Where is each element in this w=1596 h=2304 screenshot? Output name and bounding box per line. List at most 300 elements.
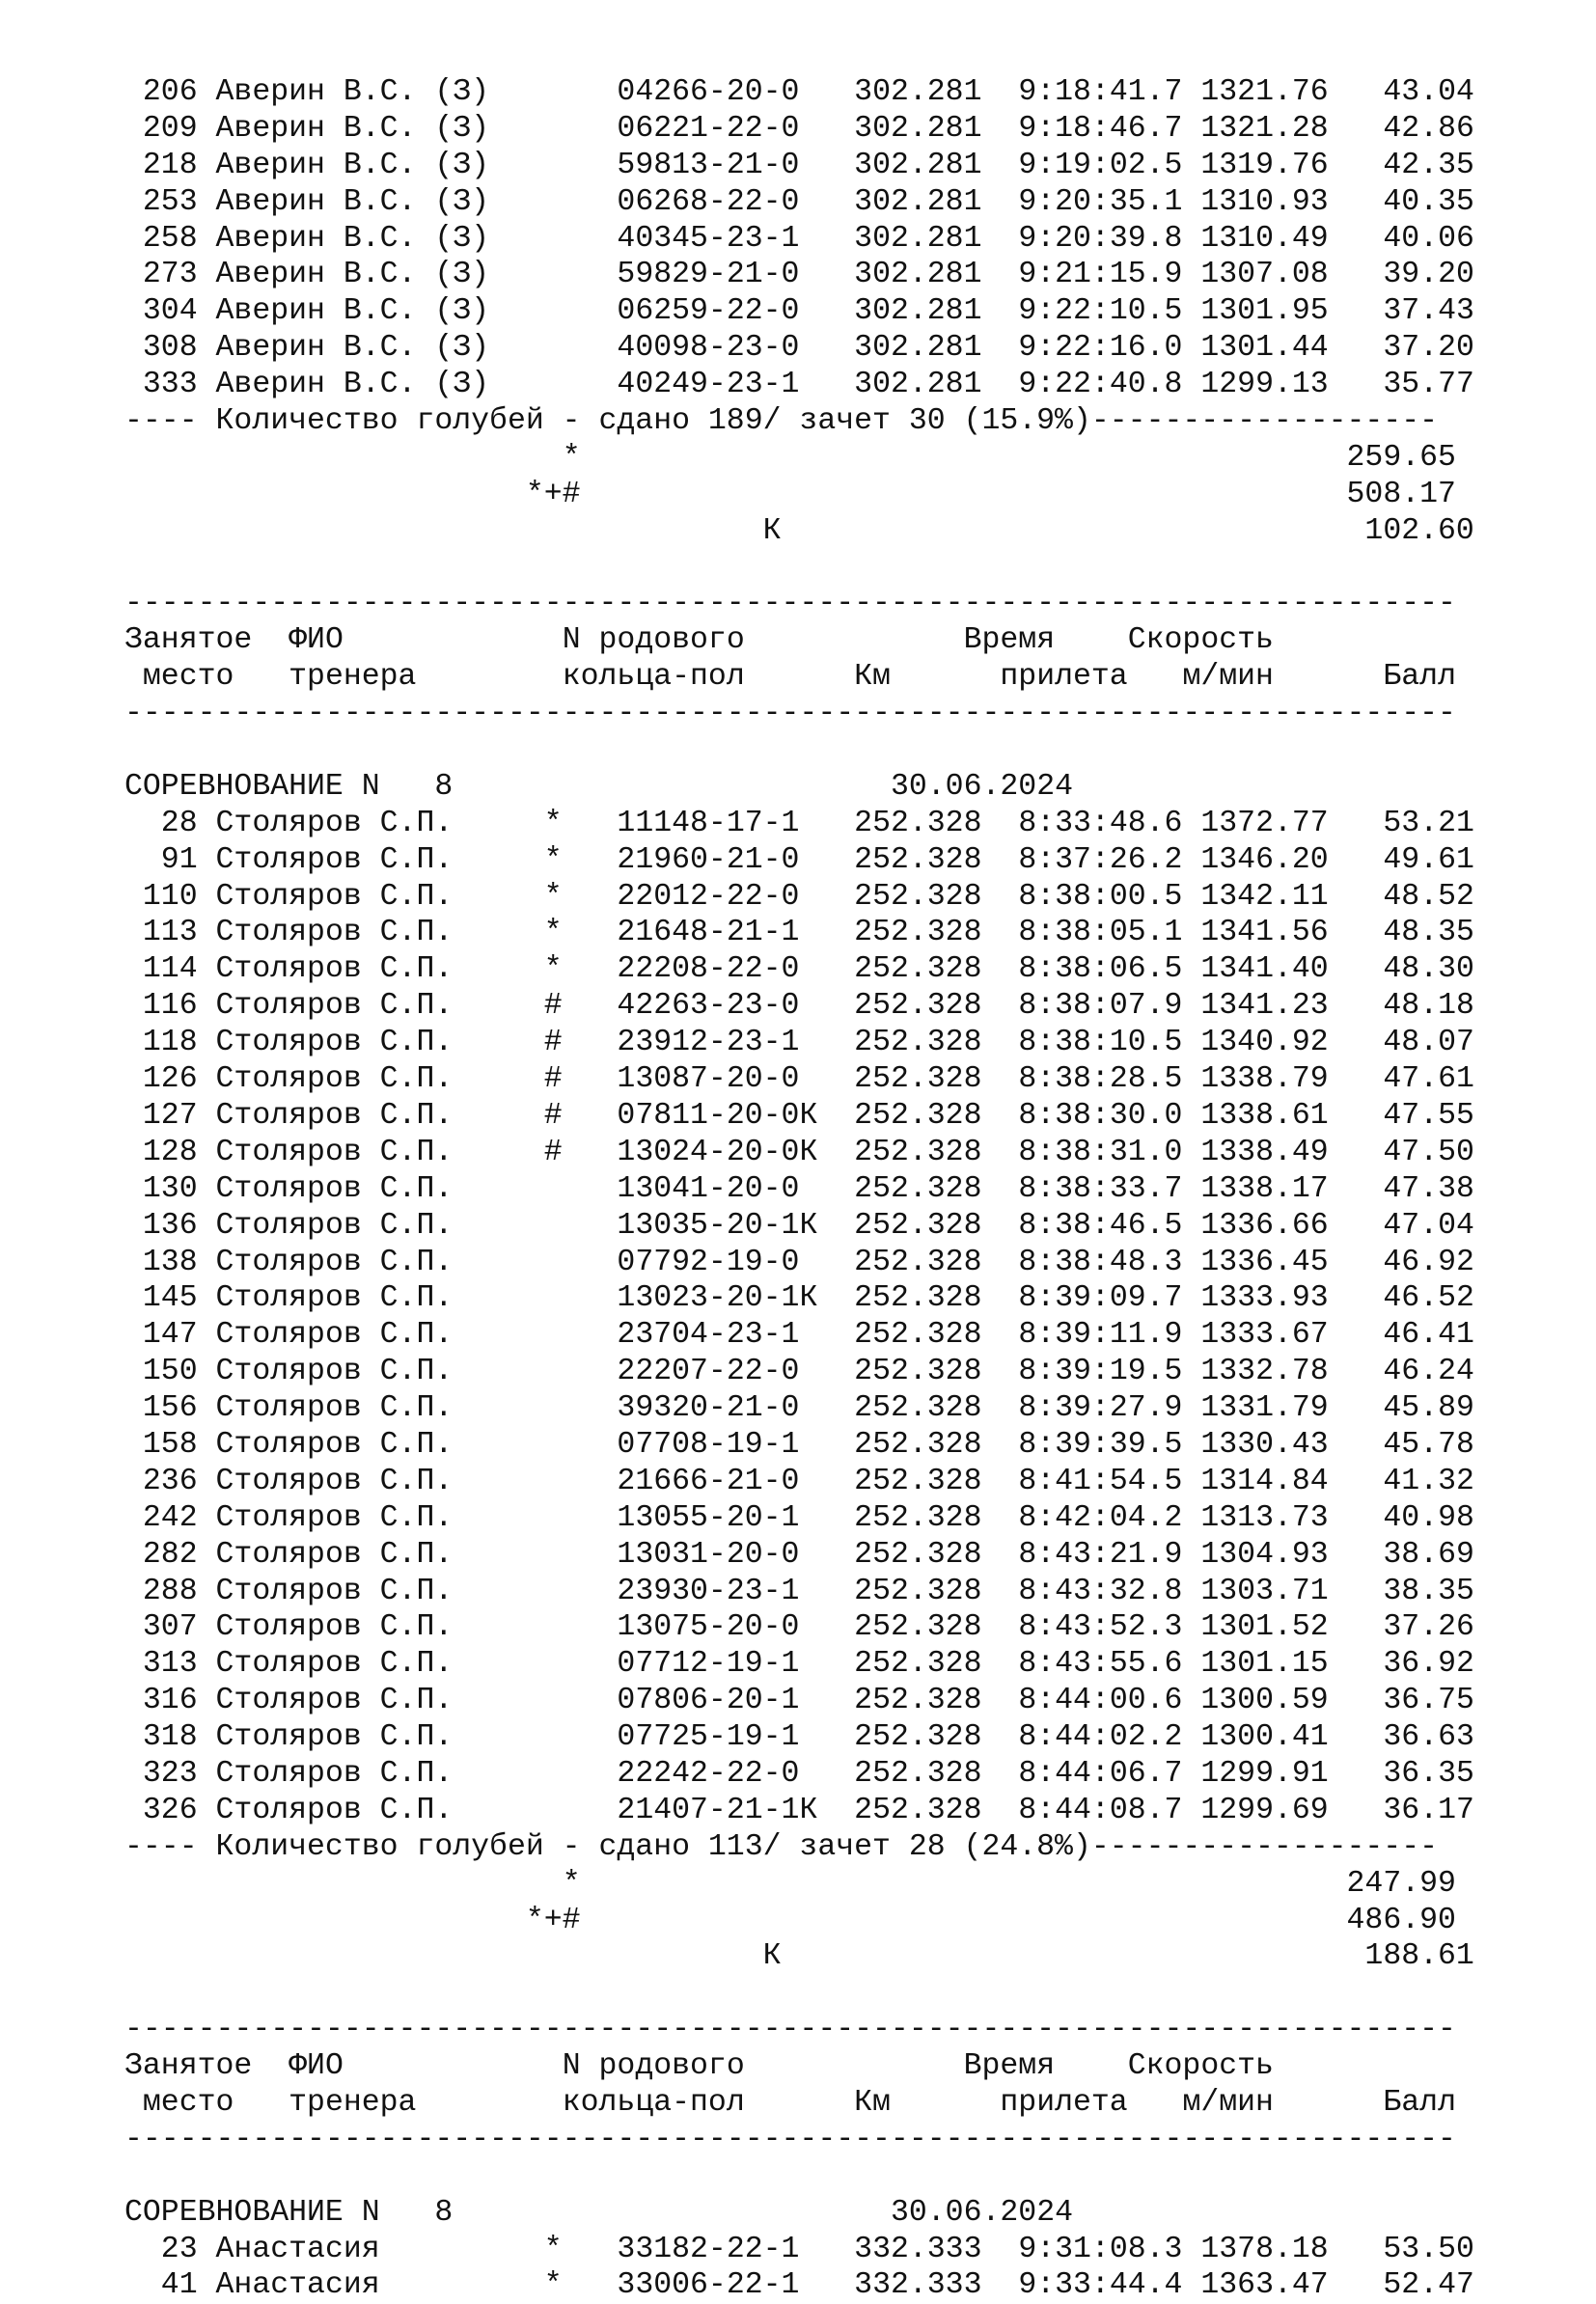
header-speed: Скорость <box>1127 2049 1274 2084</box>
trainer-cell: Аверин В.С. (З) <box>215 184 526 219</box>
ring-cell: 40098-23-0 <box>617 331 818 366</box>
km-cell: 302.281 <box>836 148 982 182</box>
mark-cell <box>544 1246 563 1279</box>
score-cell: 49.61 <box>1364 842 1474 877</box>
score-cell: 47.04 <box>1364 1208 1474 1243</box>
ring-cell: 40345-23-1 <box>617 221 818 256</box>
blank-line <box>124 550 1474 587</box>
time-cell: 8:43:52.3 <box>1018 1610 1183 1645</box>
table-row <box>124 2267 1474 2304</box>
time-cell: 9:31:08.3 <box>1018 2232 1183 2266</box>
km-cell: 252.328 <box>836 1574 982 1608</box>
time-cell: 8:37:26.2 <box>1018 842 1183 877</box>
header-speed: Скорость <box>1127 623 1274 658</box>
table-row <box>124 148 1474 184</box>
speed-cell: 1313.73 <box>1200 1500 1329 1535</box>
ring-cell: 21960-21-0 <box>617 842 818 877</box>
star-label: * <box>562 1866 581 1901</box>
time-cell: 8:44:08.7 <box>1018 1793 1183 1827</box>
km-cell: 302.281 <box>836 111 982 146</box>
ring-cell: 21407-21-1К <box>617 1793 818 1827</box>
place-cell: 118 <box>142 1026 198 1060</box>
score-cell: 45.89 <box>1364 1391 1474 1426</box>
ring-cell: 22207-22-0 <box>617 1355 818 1389</box>
km-cell: 302.281 <box>836 221 982 256</box>
table-row <box>124 1135 1474 1171</box>
ring-cell: 04266-20-0 <box>617 75 818 109</box>
mark-cell <box>544 1501 563 1535</box>
star-total-line <box>124 440 1474 477</box>
table-row <box>124 1756 1474 1793</box>
mark-cell <box>544 222 563 256</box>
place-cell: 323 <box>142 1756 198 1791</box>
k-label: К <box>762 1939 782 1974</box>
time-cell: 9:19:02.5 <box>1018 148 1183 182</box>
time-cell: 9:22:16.0 <box>1018 331 1183 366</box>
place-cell: 113 <box>142 916 198 950</box>
header-name2: тренера <box>289 2085 544 2120</box>
place-cell: 318 <box>142 1720 198 1755</box>
mark-cell <box>544 294 563 328</box>
speed-cell: 1341.56 <box>1200 916 1329 950</box>
k-total-line <box>124 513 1474 550</box>
place-cell: 126 <box>142 1062 198 1097</box>
speed-cell: 1372.77 <box>1200 806 1329 840</box>
mark-cell <box>544 1538 563 1572</box>
mark-cell: * <box>543 806 563 840</box>
starplus-label: *+# <box>525 1903 581 1937</box>
time-cell: 8:41:54.5 <box>1018 1464 1183 1498</box>
place-cell: 282 <box>142 1537 198 1572</box>
place-cell: 209 <box>142 111 198 146</box>
speed-cell: 1300.41 <box>1200 1720 1329 1755</box>
star-label: * <box>562 440 581 475</box>
header-place2: место <box>142 2085 271 2120</box>
mark-cell: # <box>543 1062 563 1097</box>
table-row <box>124 1245 1474 1281</box>
ring-cell: 13023-20-1К <box>617 1281 818 1316</box>
table-row <box>124 1171 1474 1208</box>
km-cell: 252.328 <box>836 1318 982 1353</box>
header-km: Км <box>854 660 891 695</box>
ring-cell: 13041-20-0 <box>617 1171 818 1206</box>
time-cell: 8:44:02.2 <box>1018 1720 1183 1755</box>
ring-cell: 11148-17-1 <box>617 806 818 840</box>
score-cell: 36.75 <box>1364 1684 1474 1718</box>
place-cell: 326 <box>142 1793 198 1827</box>
mark-cell: * <box>543 952 563 987</box>
table-row <box>124 257 1474 293</box>
speed-cell: 1304.93 <box>1200 1537 1329 1572</box>
speed-cell: 1378.18 <box>1200 2232 1329 2266</box>
km-cell: 302.281 <box>836 258 982 292</box>
place-cell: 288 <box>142 1574 198 1608</box>
trainer-cell: Столяров С.П. <box>215 1537 526 1572</box>
mark-cell <box>544 331 563 365</box>
header-ring2: кольца-пол <box>562 660 745 695</box>
trainer-cell: Столяров С.П. <box>215 1245 526 1279</box>
ring-cell: 07712-19-1 <box>617 1647 818 1682</box>
speed-cell: 1301.44 <box>1200 331 1329 366</box>
place-cell: 145 <box>142 1281 198 1316</box>
ring-cell: 23912-23-1 <box>617 1026 818 1060</box>
summary-text: ---- Количество голубей - сдано 113/ зачет 28 (24.8%)------------------- <box>124 1829 1439 1864</box>
score-cell: 45.78 <box>1364 1427 1474 1462</box>
competition-date: 30.06.2024 <box>890 2195 1073 2230</box>
time-cell: 8:33:48.6 <box>1018 806 1183 840</box>
trainer-cell: Столяров С.П. <box>215 1793 526 1827</box>
time-cell: 8:39:19.5 <box>1018 1355 1183 1389</box>
starplus-label: *+# <box>525 477 581 511</box>
mark-cell <box>544 1391 563 1425</box>
speed-cell: 1338.79 <box>1200 1062 1329 1097</box>
ring-cell: 06221-22-0 <box>617 111 818 146</box>
column-header <box>124 622 1474 659</box>
place-cell: 307 <box>142 1610 198 1645</box>
column-header <box>124 2048 1474 2085</box>
trainer-cell: Столяров С.П. <box>215 1684 526 1718</box>
score-cell: 47.61 <box>1364 1062 1474 1097</box>
time-cell: 9:21:15.9 <box>1018 258 1183 292</box>
starplus-total-line <box>124 477 1474 513</box>
ring-cell: 39320-21-0 <box>617 1391 818 1426</box>
table-row <box>124 1537 1474 1574</box>
score-cell: 36.92 <box>1364 1647 1474 1682</box>
score-cell: 40.06 <box>1364 221 1474 256</box>
trainer-cell: Столяров С.П. <box>215 952 526 987</box>
header-score: Балл <box>1383 2085 1456 2120</box>
score-cell: 37.26 <box>1364 1610 1474 1645</box>
score-cell: 47.38 <box>1364 1171 1474 1206</box>
table-row <box>124 1464 1474 1500</box>
speed-cell: 1321.28 <box>1200 111 1329 146</box>
speed-cell: 1333.93 <box>1200 1281 1329 1316</box>
trainer-cell: Аверин В.С. (З) <box>215 75 526 109</box>
star-value: 259.65 <box>1328 440 1456 475</box>
trainer-cell: Столяров С.П. <box>215 1610 526 1645</box>
ring-cell: 59829-21-0 <box>617 258 818 292</box>
mark-cell <box>544 1757 563 1791</box>
header-time2: прилета <box>1000 2085 1128 2120</box>
score-cell: 39.20 <box>1364 258 1474 292</box>
separator <box>124 2122 1474 2158</box>
mark-cell <box>544 1318 563 1352</box>
mark-cell <box>544 1684 563 1717</box>
time-cell: 9:18:46.7 <box>1018 111 1183 146</box>
time-cell: 8:38:05.1 <box>1018 916 1183 950</box>
speed-cell: 1314.84 <box>1200 1464 1329 1498</box>
separator <box>124 586 1474 622</box>
time-cell: 8:38:06.5 <box>1018 952 1183 987</box>
separator-text: ------------------------------------------------------------------------- <box>124 697 1456 731</box>
trainer-cell: Аверин В.С. (З) <box>215 368 526 402</box>
mark-cell <box>544 368 563 401</box>
summary-text: ---- Количество голубей - сдано 189/ зачет 30 (15.9%)------------------- <box>124 404 1439 439</box>
place-cell: 258 <box>142 221 198 256</box>
ring-cell: 13055-20-1 <box>617 1500 818 1535</box>
place-cell: 313 <box>142 1647 198 1682</box>
table-row <box>124 1609 1474 1646</box>
k-value: 188.61 <box>1346 1939 1474 1974</box>
km-cell: 252.328 <box>836 952 982 987</box>
header-speed2: м/мин <box>1182 2085 1274 2120</box>
mark-cell: * <box>543 879 563 914</box>
place-cell: 41 <box>142 2268 198 2303</box>
km-cell: 252.328 <box>836 989 982 1024</box>
score-cell: 38.69 <box>1364 1537 1474 1572</box>
time-cell: 8:39:39.5 <box>1018 1427 1183 1462</box>
mark-cell <box>544 1172 563 1206</box>
header-ring2: кольца-пол <box>562 2085 745 2120</box>
ring-cell: 13035-20-1К <box>617 1208 818 1243</box>
mark-cell <box>544 185 563 219</box>
table-row <box>124 1683 1474 1719</box>
ring-cell: 07792-19-0 <box>617 1245 818 1279</box>
score-cell: 38.35 <box>1364 1574 1474 1608</box>
speed-cell: 1301.95 <box>1200 294 1329 329</box>
place-cell: 136 <box>142 1208 198 1243</box>
time-cell: 8:43:32.8 <box>1018 1574 1183 1608</box>
time-cell: 8:43:21.9 <box>1018 1537 1183 1572</box>
table-row <box>124 2232 1474 2268</box>
summary-line <box>124 1829 1474 1866</box>
speed-cell: 1341.40 <box>1200 952 1329 987</box>
score-cell: 42.86 <box>1364 111 1474 146</box>
score-cell: 47.50 <box>1364 1135 1474 1169</box>
time-cell: 9:20:39.8 <box>1018 221 1183 256</box>
mark-cell <box>544 1610 563 1644</box>
mark-cell: # <box>543 989 563 1024</box>
score-cell: 36.35 <box>1364 1756 1474 1791</box>
speed-cell: 1321.76 <box>1200 75 1329 109</box>
k-value: 102.60 <box>1346 513 1474 548</box>
km-cell: 252.328 <box>836 1245 982 1279</box>
time-cell: 8:38:30.0 <box>1018 1098 1183 1133</box>
speed-cell: 1336.45 <box>1200 1245 1329 1279</box>
table-row <box>124 988 1474 1025</box>
time-cell: 8:38:46.5 <box>1018 1208 1183 1243</box>
place-cell: 273 <box>142 258 198 292</box>
time-cell: 8:38:28.5 <box>1018 1062 1183 1097</box>
score-cell: 53.50 <box>1364 2232 1474 2266</box>
table-row <box>124 879 1474 916</box>
place-cell: 116 <box>142 989 198 1024</box>
score-cell: 40.98 <box>1364 1500 1474 1535</box>
time-cell: 9:22:10.5 <box>1018 294 1183 329</box>
table-row <box>124 915 1474 951</box>
km-cell: 252.328 <box>836 1756 982 1791</box>
km-cell: 252.328 <box>836 1500 982 1535</box>
mark-cell: * <box>543 916 563 950</box>
ring-cell: 06268-22-0 <box>617 184 818 219</box>
header-km: Км <box>854 2085 891 2120</box>
mark-cell <box>544 258 563 291</box>
separator <box>124 2012 1474 2048</box>
time-cell: 8:38:10.5 <box>1018 1026 1183 1060</box>
km-cell: 302.281 <box>836 75 982 109</box>
blank-line <box>124 2158 1474 2195</box>
ring-cell: 13075-20-0 <box>617 1610 818 1645</box>
column-header <box>124 659 1474 696</box>
table-row <box>124 1646 1474 1683</box>
km-cell: 302.281 <box>836 331 982 366</box>
header-place: Занятое <box>124 2049 271 2084</box>
starplus-value: 486.90 <box>1328 1903 1456 1937</box>
ring-cell: 07811-20-0К <box>617 1098 818 1133</box>
ring-cell: 13087-20-0 <box>617 1062 818 1097</box>
place-cell: 91 <box>142 842 198 877</box>
ring-cell: 59813-21-0 <box>617 148 818 182</box>
mark-cell <box>544 112 563 146</box>
mark-cell <box>544 75 563 109</box>
ring-cell: 33182-22-1 <box>617 2232 818 2266</box>
mark-cell: * <box>543 2268 563 2303</box>
mark-cell: * <box>543 2232 563 2266</box>
score-cell: 46.24 <box>1364 1355 1474 1389</box>
km-cell: 252.328 <box>836 1793 982 1827</box>
place-cell: 150 <box>142 1355 198 1389</box>
trainer-cell: Столяров С.П. <box>215 1720 526 1755</box>
competition-label: СОРЕВНОВАНИЕ N <box>124 769 380 804</box>
trainer-cell: Аверин В.С. (З) <box>215 331 526 366</box>
ring-cell: 06259-22-0 <box>617 294 818 329</box>
table-row <box>124 842 1474 879</box>
place-cell: 253 <box>142 184 198 219</box>
time-cell: 8:38:31.0 <box>1018 1135 1183 1169</box>
table-row <box>124 1061 1474 1098</box>
km-cell: 252.328 <box>836 1391 982 1426</box>
table-row <box>124 1719 1474 1756</box>
trainer-cell: Столяров С.П. <box>215 842 526 877</box>
ring-cell: 13024-20-0К <box>617 1135 818 1169</box>
table-row <box>124 293 1474 330</box>
trainer-cell: Аверин В.С. (З) <box>215 111 526 146</box>
trainer-cell: Столяров С.П. <box>215 1756 526 1791</box>
score-cell: 46.92 <box>1364 1245 1474 1279</box>
km-cell: 302.281 <box>836 368 982 402</box>
ring-cell: 23704-23-1 <box>617 1318 818 1353</box>
speed-cell: 1307.08 <box>1200 258 1329 292</box>
table-row <box>124 184 1474 221</box>
score-cell: 48.35 <box>1364 916 1474 950</box>
speed-cell: 1336.66 <box>1200 1208 1329 1243</box>
competition-title <box>124 2195 1474 2232</box>
time-cell: 9:33:44.4 <box>1018 2268 1183 2303</box>
speed-cell: 1310.49 <box>1200 221 1329 256</box>
separator-text: ------------------------------------------------------------------------- <box>124 2013 1456 2047</box>
speed-cell: 1299.91 <box>1200 1756 1329 1791</box>
score-cell: 40.35 <box>1364 184 1474 219</box>
time-cell: 8:39:11.9 <box>1018 1318 1183 1353</box>
header-name: ФИО <box>289 623 544 658</box>
score-cell: 36.17 <box>1364 1793 1474 1827</box>
ring-cell: 42263-23-0 <box>617 989 818 1024</box>
time-cell: 9:22:40.8 <box>1018 368 1183 402</box>
speed-cell: 1338.49 <box>1200 1135 1329 1169</box>
separator <box>124 696 1474 732</box>
speed-cell: 1338.17 <box>1200 1171 1329 1206</box>
k-total-line <box>124 1938 1474 1975</box>
trainer-cell: Столяров С.П. <box>215 1427 526 1462</box>
column-header <box>124 2085 1474 2122</box>
score-cell: 46.41 <box>1364 1318 1474 1353</box>
header-place2: место <box>142 660 271 695</box>
header-time: Время <box>963 2049 1056 2084</box>
trainer-cell: Столяров С.П. <box>215 1391 526 1426</box>
trainer-cell: Аверин В.С. (З) <box>215 221 526 256</box>
km-cell: 252.328 <box>836 1098 982 1133</box>
speed-cell: 1299.13 <box>1200 368 1329 402</box>
mark-cell <box>544 1647 563 1681</box>
km-cell: 252.328 <box>836 806 982 840</box>
ring-cell: 07806-20-1 <box>617 1684 818 1718</box>
ring-cell: 21648-21-1 <box>617 916 818 950</box>
table-row <box>124 1427 1474 1464</box>
place-cell: 242 <box>142 1500 198 1535</box>
table-row <box>124 367 1474 403</box>
place-cell: 147 <box>142 1318 198 1353</box>
blank-line <box>124 1975 1474 2012</box>
table-row <box>124 951 1474 988</box>
place-cell: 304 <box>142 294 198 329</box>
place-cell: 308 <box>142 331 198 366</box>
table-row <box>124 1208 1474 1245</box>
starplus-total-line <box>124 1903 1474 1939</box>
speed-cell: 1333.67 <box>1200 1318 1329 1353</box>
trainer-cell: Столяров С.П. <box>215 989 526 1024</box>
score-cell: 36.63 <box>1364 1720 1474 1755</box>
star-total-line <box>124 1866 1474 1903</box>
place-cell: 130 <box>142 1171 198 1206</box>
place-cell: 236 <box>142 1464 198 1498</box>
place-cell: 127 <box>142 1098 198 1133</box>
competition-number: 8 <box>434 2195 454 2230</box>
table-row <box>124 111 1474 148</box>
mark-cell <box>544 1428 563 1462</box>
competition-date: 30.06.2024 <box>890 769 1073 804</box>
ring-cell: 21666-21-0 <box>617 1464 818 1498</box>
speed-cell: 1341.23 <box>1200 989 1329 1024</box>
km-cell: 252.328 <box>836 1647 982 1682</box>
trainer-cell: Анастасия <box>215 2268 526 2303</box>
mark-cell <box>544 1209 563 1243</box>
header-time2: прилета <box>1000 660 1128 695</box>
header-name: ФИО <box>289 2049 544 2084</box>
place-cell: 218 <box>142 148 198 182</box>
time-cell: 8:44:06.7 <box>1018 1756 1183 1791</box>
trainer-cell: Столяров С.П. <box>215 1574 526 1608</box>
trainer-cell: Столяров С.П. <box>215 806 526 840</box>
header-time: Время <box>963 623 1056 658</box>
score-cell: 35.77 <box>1364 368 1474 402</box>
km-cell: 252.328 <box>836 1281 982 1316</box>
trainer-cell: Столяров С.П. <box>215 1355 526 1389</box>
table-row <box>124 74 1474 111</box>
speed-cell: 1346.20 <box>1200 842 1329 877</box>
score-cell: 53.21 <box>1364 806 1474 840</box>
table-row <box>124 1574 1474 1610</box>
time-cell: 8:44:00.6 <box>1018 1684 1183 1718</box>
km-cell: 252.328 <box>836 1720 982 1755</box>
trainer-cell: Аверин В.С. (З) <box>215 148 526 182</box>
table-row <box>124 221 1474 258</box>
time-cell: 9:18:41.7 <box>1018 75 1183 109</box>
place-cell: 138 <box>142 1245 198 1279</box>
mark-cell <box>544 1794 563 1827</box>
place-cell: 158 <box>142 1427 198 1462</box>
header-speed2: м/мин <box>1182 660 1274 695</box>
score-cell: 41.32 <box>1364 1464 1474 1498</box>
